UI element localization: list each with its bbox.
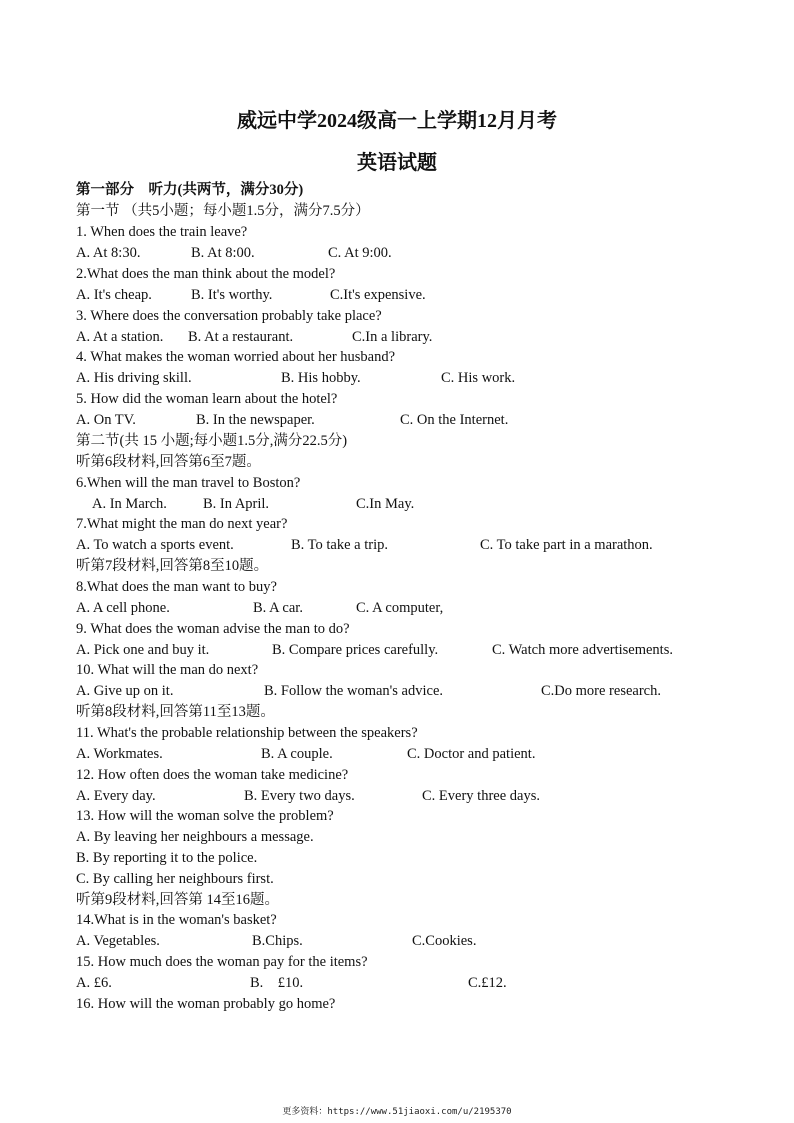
question-11-stem: 11. What's the probable relationship between the speakers? [76,725,418,741]
material-6-instruction: 听第6段材料,回答第6至7题。 [76,454,261,470]
question-15-stem: 15. How much does the woman pay for the items? [76,954,368,970]
question-4-option-b: B. His hobby. [281,370,361,386]
footer-resource-link[interactable]: 更多资料：https://www.51jiaoxi.com/u/2195370 [282,1107,512,1117]
question-5-option-c: C. On the Internet. [400,412,509,428]
question-11-option-a: A. Workmates. [76,746,163,762]
question-14-option-b: B.Chips. [252,933,303,949]
question-3-option-c: C.In a library. [352,329,433,345]
question-3-option-a: A. At a station. [76,329,164,345]
exam-subtitle: 英语试题 [357,152,437,174]
part1-heading: 第一部分 听力(共两节，满分30分) [76,182,304,198]
question-10-option-b: B. Follow the woman's advice. [264,683,444,699]
question-5-stem: 5. How did the woman learn about the hotel? [76,391,338,407]
question-5-option-a: A. On TV. [76,412,136,428]
question-1-stem: 1. When does the train leave? [76,224,248,240]
question-13-option-b: B. By reporting it to the police. [76,850,258,866]
question-2-option-a: A. It's cheap. [76,287,152,303]
question-8-stem: 8.What does the man want to buy? [76,579,277,595]
question-10-option-c: C.Do more research. [541,683,661,699]
question-2-stem: 2.What does the man think about the model? [76,266,336,282]
question-15-option-b: B. £10. [250,975,304,991]
question-11-option-c: C. Doctor and patient. [407,746,536,762]
question-4-stem: 4. What makes the woman worried about her husband? [76,349,396,365]
question-7-option-a: A. To watch a sports event. [76,537,234,553]
question-6-option-b: B. In April. [203,496,270,512]
exam-title: 威远中学2024级高一上学期12月月考 [237,110,557,132]
question-4-option-a: A. His driving skill. [76,370,192,386]
section1-intro: 第一节 （共5小题；每小题1.5分，满分7.5分） [76,203,370,219]
question-7-option-b: B. To take a trip. [291,537,388,553]
question-9-option-b: B. Compare prices carefully. [272,642,439,658]
question-12-stem: 12. How often does the woman take medicine? [76,767,349,783]
question-11-option-b: B. A couple. [261,746,333,762]
question-8-option-a: A. A cell phone. [76,600,170,616]
question-3-option-b: B. At a restaurant. [188,329,294,345]
question-13-stem: 13. How will the woman solve the problem? [76,808,334,824]
question-1-option-b: B. At 8:00. [191,245,255,261]
material-9-instruction: 听第9段材料,回答第 14至16题。 [76,892,279,908]
question-5-option-b: B. In the newspaper. [196,412,315,428]
question-12-option-c: C. Every three days. [422,788,540,804]
question-10-stem: 10. What will the man do next? [76,662,259,678]
question-1-option-a: A. At 8:30. [76,245,141,261]
material-8-instruction: 听第8段材料,回答第11至13题。 [76,704,275,720]
question-2-option-b: B. It's worthy. [191,287,273,303]
question-4-option-c: C. His work. [441,370,516,386]
question-16-stem: 16. How will the woman probably go home? [76,996,336,1012]
question-14-option-a: A. Vegetables. [76,933,160,949]
question-13-option-a: A. By leaving her neighbours a message. [76,829,314,845]
question-15-option-a: A. £6. [76,975,112,991]
question-12-option-b: B. Every two days. [244,788,355,804]
question-9-stem: 9. What does the woman advise the man to do? [76,621,350,637]
section2-intro: 第二节(共 15 小题;每小题1.5分,满分22.5分) [76,433,348,449]
question-8-option-b: B. A car. [253,600,303,616]
material-7-instruction: 听第7段材料,回答第8至10题。 [76,558,269,574]
question-15-option-c: C.£12. [468,975,507,991]
question-3-stem: 3. Where does the conversation probably take place? [76,308,382,324]
question-13-option-c: C. By calling her neighbours first. [76,871,274,887]
question-12-option-a: A. Every day. [76,788,156,804]
question-7-stem: 7.What might the man do next year? [76,516,288,532]
question-14-stem: 14.What is in the woman's basket? [76,912,277,928]
question-14-option-c: C.Cookies. [412,933,477,949]
question-7-option-c: C. To take part in a marathon. [480,537,653,553]
question-6-stem: 6.When will the man travel to Boston? [76,475,301,491]
question-1-option-c: C. At 9:00. [328,245,392,261]
question-2-option-c: C.It's expensive. [330,287,426,303]
question-10-option-a: A. Give up on it. [76,683,174,699]
question-8-option-c: C. A computer, [356,600,444,616]
question-9-option-a: A. Pick one and buy it. [76,642,210,658]
question-6-option-a: A. In March. [92,496,167,512]
question-6-option-c: C.In May. [356,496,415,512]
question-9-option-c: C. Watch more advertisements. [492,642,673,658]
